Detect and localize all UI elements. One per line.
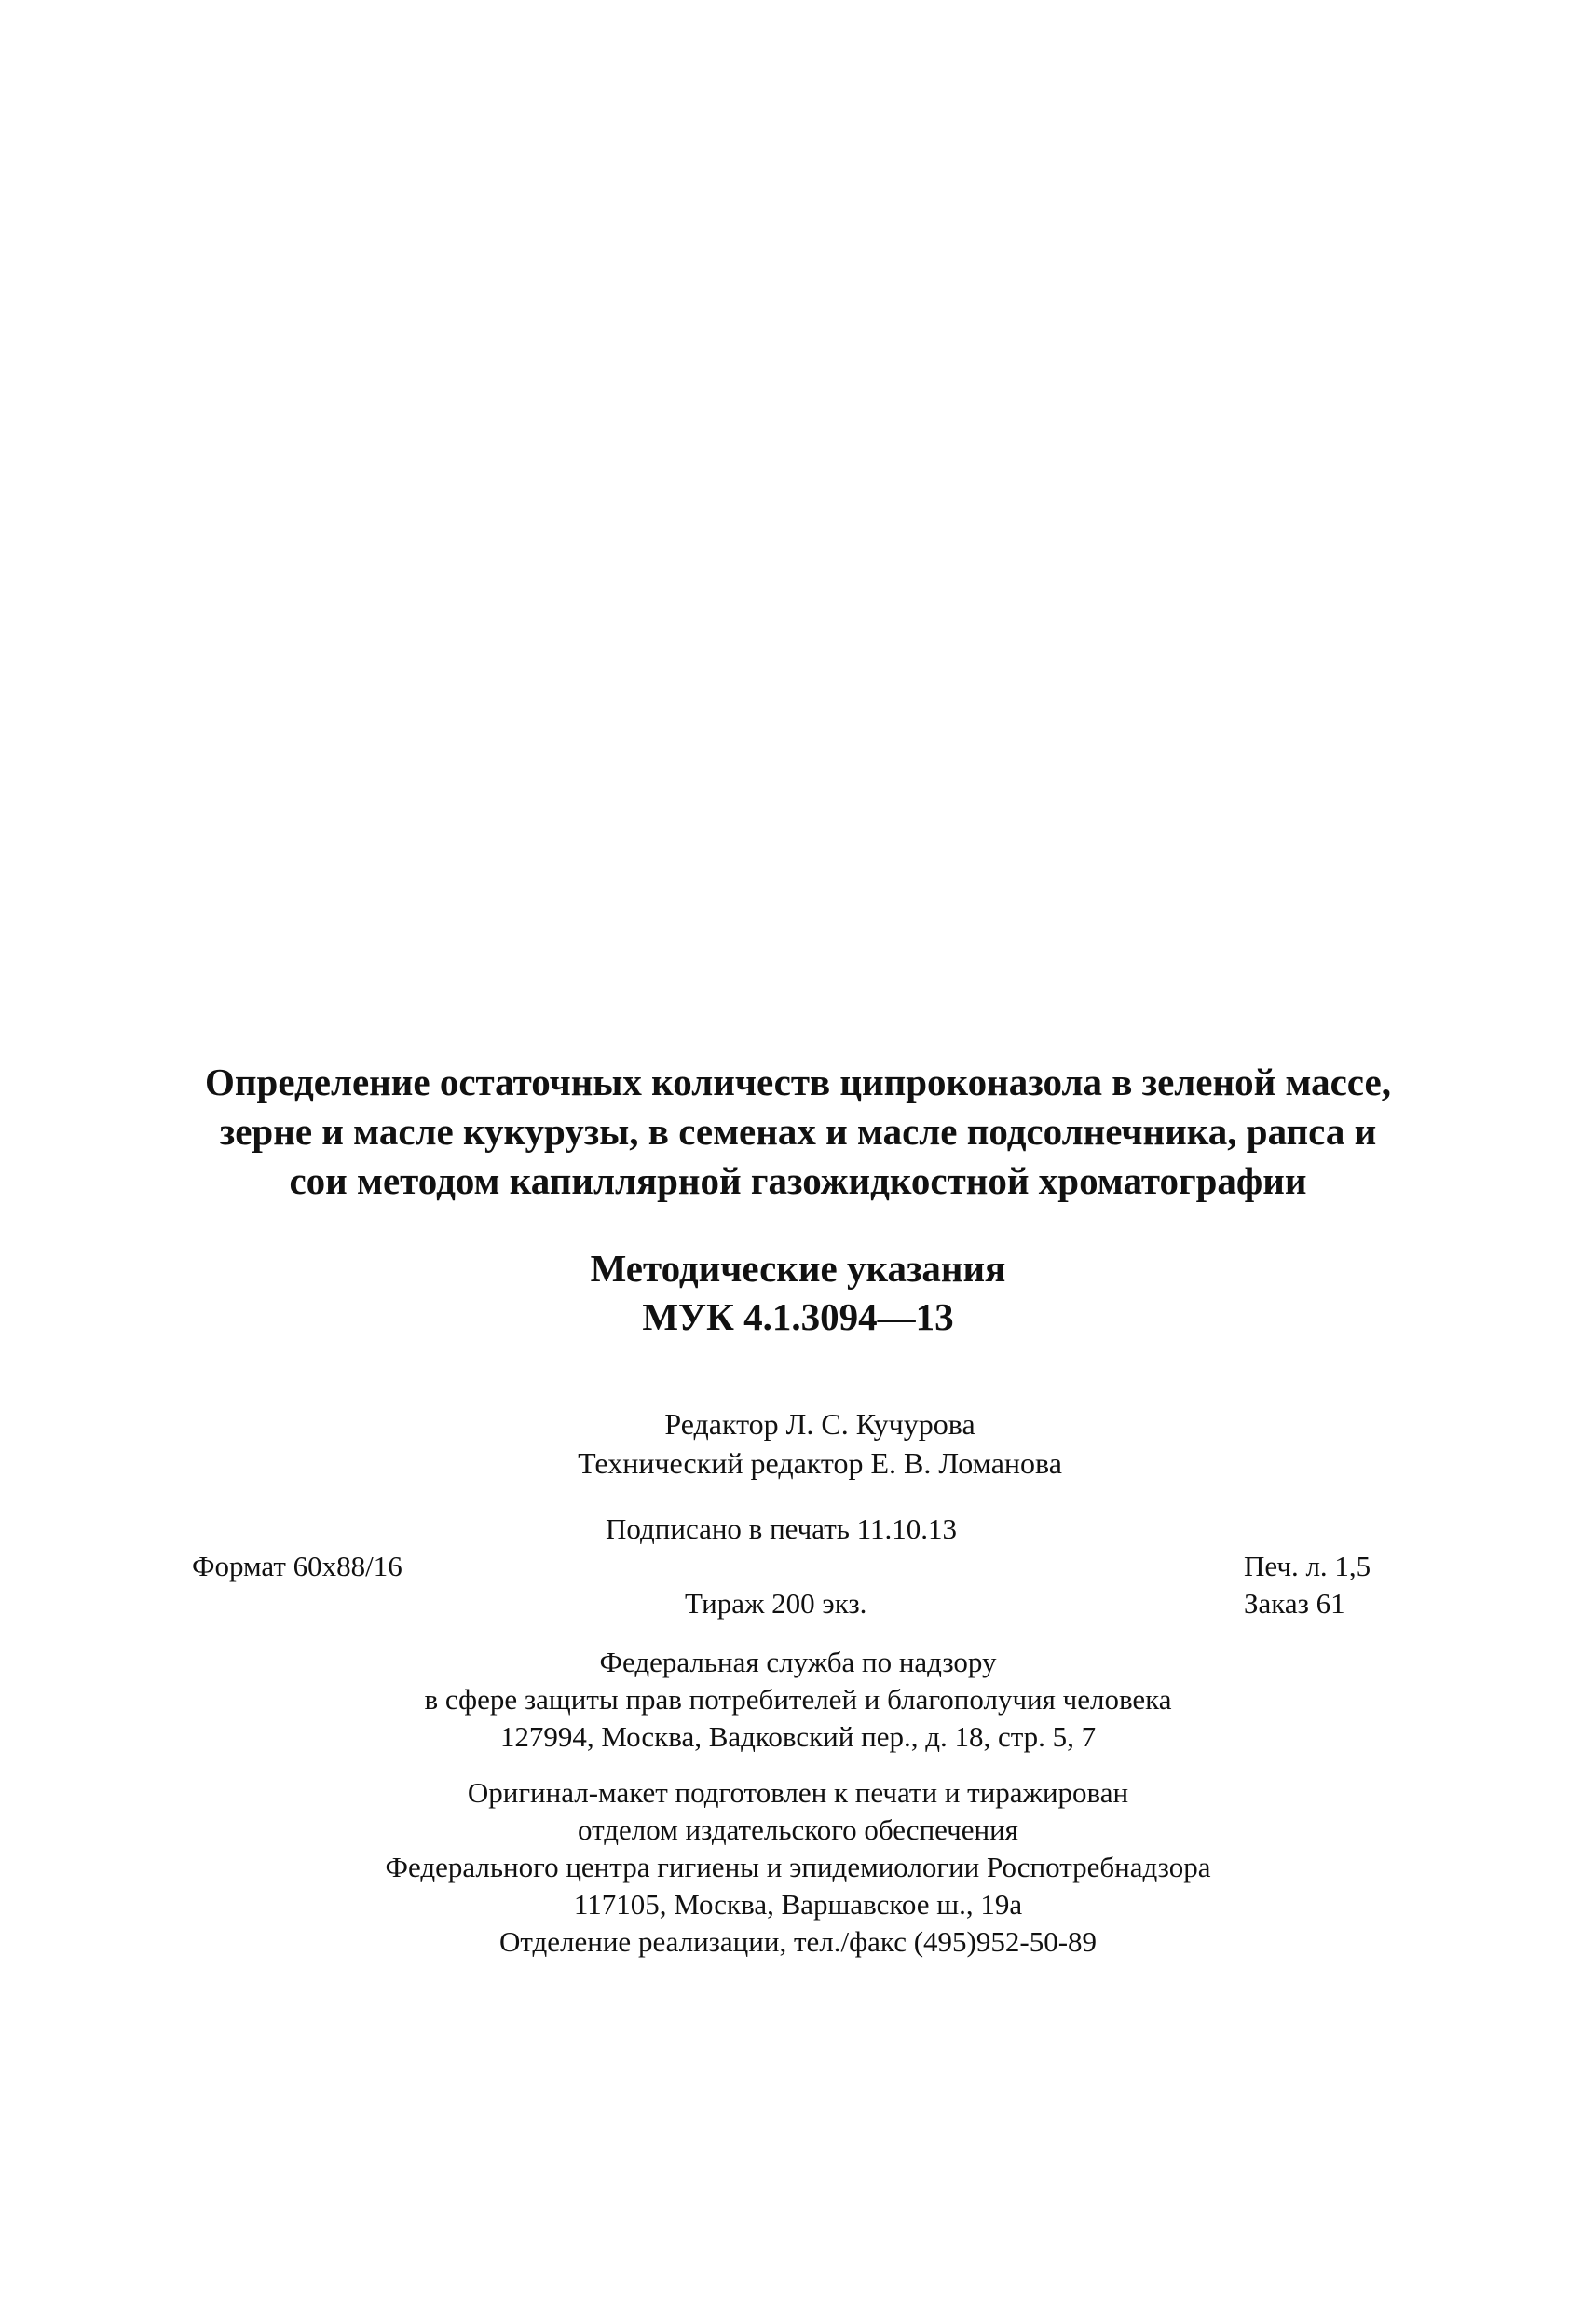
editorial-credits xyxy=(512,1404,1127,1483)
publisher-line: Оригинал-макет подготовлен к печати и тиражирован xyxy=(467,1776,1129,1809)
signed-to-print: Подписано в печать 11.10.13 xyxy=(606,1512,957,1545)
agency-line: Федеральная служба по надзору xyxy=(599,1646,997,1678)
agency-info xyxy=(0,1644,1596,1756)
order-number: Заказ 61 xyxy=(1244,1587,1345,1620)
tech-editor-credit: Технический редактор Е. В. Ломанова xyxy=(578,1446,1062,1480)
publisher-line: Федерального центра гигиены и эпидемиологии Роспотребнадзора xyxy=(385,1851,1211,1883)
title-line: Определение остаточных количеств ципроконазола в зеленой массе, xyxy=(205,1060,1391,1103)
document-title xyxy=(140,1058,1456,1206)
agency-address: 127994, Москва, Вадковский пер., д. 18, стр. 5, 7 xyxy=(499,1720,1097,1753)
sales-contact: Отделение реализации, тел./факс (495)952-50-89 xyxy=(498,1925,1098,1958)
document-code: МУК 4.1.3094—13 xyxy=(642,1295,954,1338)
title-line: зерне и масле кукурузы, в семенах и масле подсолнечника, рапса и xyxy=(219,1110,1377,1153)
print-run: Тираж 200 экз. xyxy=(685,1587,867,1620)
paper-format: Формат 60x88/16 xyxy=(192,1550,402,1582)
agency-line: в сфере защиты прав потребителей и благополучия человека xyxy=(424,1683,1172,1716)
publisher-address: 117105, Москва, Варшавское ш., 19а xyxy=(573,1888,1023,1921)
document-type-name: Методические указания xyxy=(590,1247,1006,1290)
editor-credit: Редактор Л. С. Кучурова xyxy=(664,1407,975,1441)
title-line: сои методом капиллярной газожидкостной хроматографии xyxy=(289,1159,1307,1202)
printed-sheets: Печ. л. 1,5 xyxy=(1244,1550,1371,1582)
publisher-info xyxy=(0,1774,1596,1961)
publisher-line: отделом издательского обеспечения xyxy=(578,1813,1018,1846)
document-type xyxy=(0,1244,1596,1341)
